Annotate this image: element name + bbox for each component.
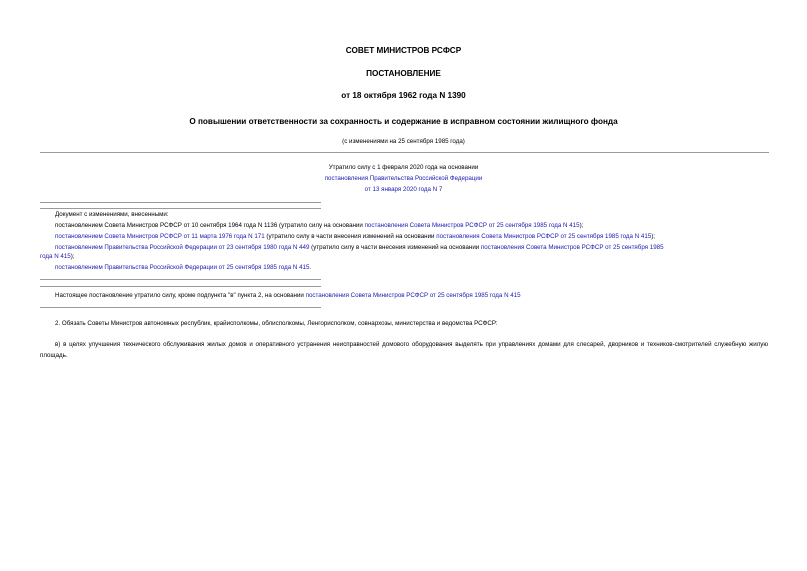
notice — [55, 292, 521, 300]
divider — [40, 307, 321, 308]
change-item-1-text: постановлением Совета Министров РСФСР от 10 сентября 1964 года N 1136 (утратило силу на основании — [55, 222, 365, 229]
divider — [40, 279, 321, 280]
change-item-3-cont: года N 415); — [40, 253, 75, 260]
change-item-3-link2-cont[interactable]: года N 415 — [40, 253, 71, 260]
change-item-4-link[interactable]: постановлением Правительства Российской Федерации от 25 сентября 1985 года N 415 — [55, 264, 310, 271]
issuing-authority: СОВЕТ МИНИСТРОВ РСФСР — [345, 46, 462, 55]
changes-intro: Документ с изменениями, внесенными: — [55, 211, 169, 218]
document-title: О повышении ответственности за сохранность и содержание в исправном состоянии жилищного фонда — [189, 117, 618, 126]
change-item-3: постановлением Правительства Российской Федерации от 23 сентября 1980 года N 449 (утратило силу в части внесения изменений на основании постановления Совета Министров РСФСР от 25 сентября 1985 — [55, 244, 664, 251]
paragraph-2: 2. Обязать Советы Министров автономных республик, крайисполкомы, облисполкомы, Ленгорисполком, совнархозы, министерства и ведомства РСФСР: — [55, 320, 498, 327]
change-item-3-link[interactable]: постановлением Правительства Российской Федерации от 23 сентября 1980 года N 449 — [55, 244, 310, 251]
notice-text: Настоящее постановление утратило силу, кроме подпункта "в" пункта 2, на основании — [55, 292, 306, 299]
notice-link[interactable]: постановления Совета Министров РСФСР от 25 сентября 1985 года N 415 — [305, 292, 521, 299]
amendment-note: (с изменениями на 25 сентября 1985 года) — [342, 138, 465, 145]
change-item-4: постановлением Правительства Российской Федерации от 25 сентября 1985 года N 415. — [55, 264, 312, 271]
change-item-3-link2[interactable]: постановления Совета Министров РСФСР от 25 сентября 1985 — [480, 244, 664, 251]
paragraph-v: в) в целях улучшения технического обслуживания жилых домов и оперативного устранения неисправностей домового оборудования выделять при управлениях домами для слесарей, дворников и техников-смотрителей служебную жилую площадь. — [40, 341, 768, 359]
divider — [40, 202, 321, 203]
lost-force-text: Утратило силу с 1 февраля 2020 года на основании — [328, 164, 479, 171]
change-item-1-link[interactable]: постановления Совета Министров РСФСР от 25 сентября 1985 года N 415 — [364, 222, 580, 229]
document-type: ПОСТАНОВЛЕНИЕ — [366, 69, 441, 78]
divider — [40, 208, 321, 209]
lost-force-link-line1[interactable]: постановления Правительства Российской Федерации — [324, 175, 483, 182]
divider — [40, 286, 321, 287]
change-item-2-link[interactable]: постановлением Совета Министров РСФСР от 11 марта 1976 года N 171 — [55, 233, 265, 240]
change-item-2-link2[interactable]: постановления Совета Министров РСФСР от 25 сентября 1985 года N 415 — [436, 233, 652, 240]
document-date-number: от 18 октября 1962 года N 1390 — [341, 91, 466, 100]
change-item-2: постановлением Совета Министров РСФСР от 11 марта 1976 года N 171 (утратило силу в части внесения изменений на основании постановления Совета Министров РСФСР от 25 сентября 1985 года N 415); — [55, 233, 655, 240]
divider — [40, 152, 769, 153]
change-item-1: постановлением Совета Министров РСФСР от 10 сентября 1964 года N 1136 (утратило силу на основании постановления Совета Министров РСФСР от 25 сентября 1985 года N 415); — [55, 222, 584, 229]
lost-force-link-line2[interactable]: от 13 января 2020 года N 7 — [364, 186, 443, 193]
